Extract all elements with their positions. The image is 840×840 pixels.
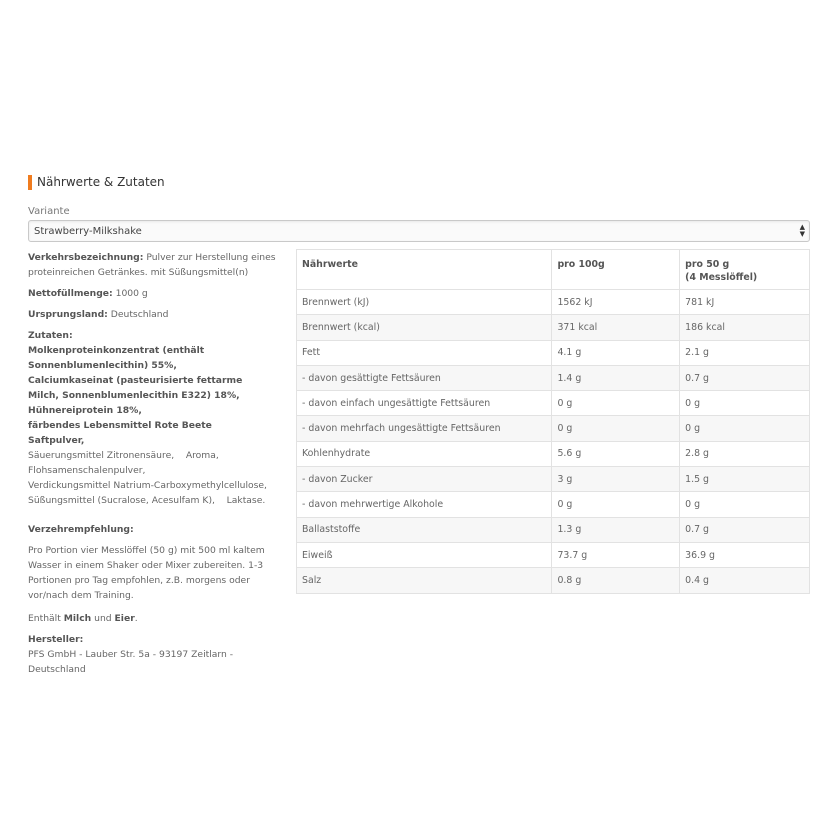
usage	[28, 522, 290, 603]
allergen-eggs: Eier	[114, 613, 135, 624]
ingredient-line: Saftpulver,	[28, 435, 85, 446]
ingredient-line: Calciumkaseinat (pasteurisierte fettarme	[28, 375, 243, 386]
table-row	[297, 441, 810, 466]
table-row	[297, 340, 810, 365]
per-100g-cell: 371 kcal	[552, 315, 680, 340]
nutrient-cell: Brennwert (kJ)	[297, 290, 552, 315]
table-body	[297, 290, 810, 594]
per-100g-cell: 0 g	[552, 416, 680, 441]
ingredients-label: Zutaten:	[28, 330, 73, 341]
net-value: 1000 g	[115, 288, 148, 299]
per-100g-cell: 1.4 g	[552, 365, 680, 390]
table-row	[297, 416, 810, 441]
per-50g-cell: 0 g	[680, 416, 810, 441]
ingredient-line: Milch, Sonnenblumenlecithin E322) 18%,	[28, 390, 240, 401]
nutrient-cell: Salz	[297, 568, 552, 593]
per-100g-cell: 0 g	[552, 492, 680, 517]
ingredient-line: Verdickungsmittel Natrium-Carboxymethylcellulose,	[28, 480, 267, 491]
table-row	[297, 315, 810, 340]
variant-selected-value: Strawberry-Milkshake	[34, 225, 142, 237]
per-50g-cell: 0.7 g	[680, 517, 810, 542]
per-100g-cell: 73.7 g	[552, 542, 680, 567]
ingredient-line: Säuerungsmittel Zitronensäure, Aroma,	[28, 450, 219, 461]
ingredient-line: färbendes Lebensmittel Rote Beete	[28, 420, 212, 431]
product-info	[28, 250, 290, 683]
allergen-milk: Milch	[63, 613, 92, 624]
origin	[28, 307, 290, 322]
per-50g-cell: 36.9 g	[680, 542, 810, 567]
ingredient-line: Sonnenblumenlecithin) 55%,	[28, 360, 177, 371]
designation-value: Pulver zur Herstellung eines proteinreichen Getränkes. mit Süßungsmittel(n)	[28, 252, 276, 278]
per-100g-cell: 3 g	[552, 467, 680, 492]
ingredient-line: Flohsamenschalenpulver,	[28, 465, 146, 476]
table-row	[297, 391, 810, 416]
per-100g-cell: 5.6 g	[552, 441, 680, 466]
nutrient-cell: Brennwert (kcal)	[297, 315, 552, 340]
manufacturer	[28, 632, 290, 677]
table-header-row	[297, 250, 810, 290]
variant-select[interactable]	[28, 220, 810, 242]
nutrient-cell: Eiweiß	[297, 542, 552, 567]
usage-line: Portionen pro Tag empfohlen, z.B. morgens oder	[28, 575, 250, 586]
variant-label: Variante	[28, 206, 70, 217]
designation-label: Verkehrsbezeichnung:	[28, 252, 144, 263]
per-50g-cell: 2.1 g	[680, 340, 810, 365]
allergen-prefix: Enthält	[28, 613, 64, 624]
header-scoops-label: (4 Messlöffel)	[685, 272, 758, 283]
per-50g-cell: 2.8 g	[680, 441, 810, 466]
nutrient-cell: Fett	[297, 340, 552, 365]
per-50g-cell: 0.4 g	[680, 568, 810, 593]
usage-label: Verzehrempfehlung:	[28, 524, 134, 535]
table-row	[297, 542, 810, 567]
header-per-50g	[680, 250, 810, 290]
nutrient-cell: - davon Zucker	[297, 467, 552, 492]
table-row	[297, 290, 810, 315]
nutrient-cell: - davon gesättigte Fettsäuren	[297, 365, 552, 390]
select-arrows-icon: ▲ ▼	[799, 223, 805, 238]
ingredient-line: Molkenproteinkonzentrat (enthält	[28, 345, 205, 356]
table-row	[297, 517, 810, 542]
usage-line: Pro Portion vier Messlöffel (50 g) mit 500 ml kaltem	[28, 545, 265, 556]
per-50g-cell: 0 g	[680, 492, 810, 517]
manufacturer-value: PFS GmbH - Lauber Str. 5a - 93197 Zeitlarn - Deutschland	[28, 649, 234, 675]
allergen-mid: und	[91, 613, 115, 624]
allergens	[28, 611, 290, 626]
header-per-100g: pro 100g	[552, 250, 680, 290]
nutrient-cell: - davon mehrfach ungesättigte Fettsäuren	[297, 416, 552, 441]
per-50g-cell: 186 kcal	[680, 315, 810, 340]
usage-line: Wasser in einem Shaker oder Mixer zubereiten. 1-3	[28, 560, 264, 571]
net-label: Nettofüllmenge:	[28, 288, 113, 299]
ingredient-line: Hühnereiprotein 18%,	[28, 405, 142, 416]
origin-label: Ursprungsland:	[28, 309, 108, 320]
net-quantity	[28, 286, 290, 301]
table-row	[297, 568, 810, 593]
usage-line: vor/nach dem Training.	[28, 590, 134, 601]
per-100g-cell: 0 g	[552, 391, 680, 416]
per-50g-cell: 781 kJ	[680, 290, 810, 315]
header-per-50g-label: pro 50 g	[685, 259, 730, 270]
per-100g-cell: 1562 kJ	[552, 290, 680, 315]
accent-bar	[28, 175, 32, 190]
nutrient-cell: - davon einfach ungesättigte Fettsäuren	[297, 391, 552, 416]
per-100g-cell: 0.8 g	[552, 568, 680, 593]
section-title: Nährwerte & Zutaten	[37, 175, 165, 189]
nutrient-cell: - davon mehrwertige Alkohole	[297, 492, 552, 517]
ingredients	[28, 328, 290, 508]
per-50g-cell: 1.5 g	[680, 467, 810, 492]
ingredient-line: Süßungsmittel (Sucralose, Acesulfam K), Laktase.	[28, 495, 266, 506]
nutrient-cell: Kohlenhydrate	[297, 441, 552, 466]
designation	[28, 250, 290, 280]
nutrition-table	[296, 249, 810, 594]
header-nutrient: Nährwerte	[297, 250, 552, 290]
manufacturer-label: Hersteller:	[28, 634, 84, 645]
origin-value: Deutschland	[110, 309, 169, 320]
section-header	[28, 174, 165, 190]
per-100g-cell: 1.3 g	[552, 517, 680, 542]
table-row	[297, 492, 810, 517]
table-row	[297, 467, 810, 492]
per-50g-cell: 0.7 g	[680, 365, 810, 390]
nutrient-cell: Ballaststoffe	[297, 517, 552, 542]
per-100g-cell: 4.1 g	[552, 340, 680, 365]
allergen-suffix: .	[134, 613, 138, 624]
table-row	[297, 365, 810, 390]
per-50g-cell: 0 g	[680, 391, 810, 416]
